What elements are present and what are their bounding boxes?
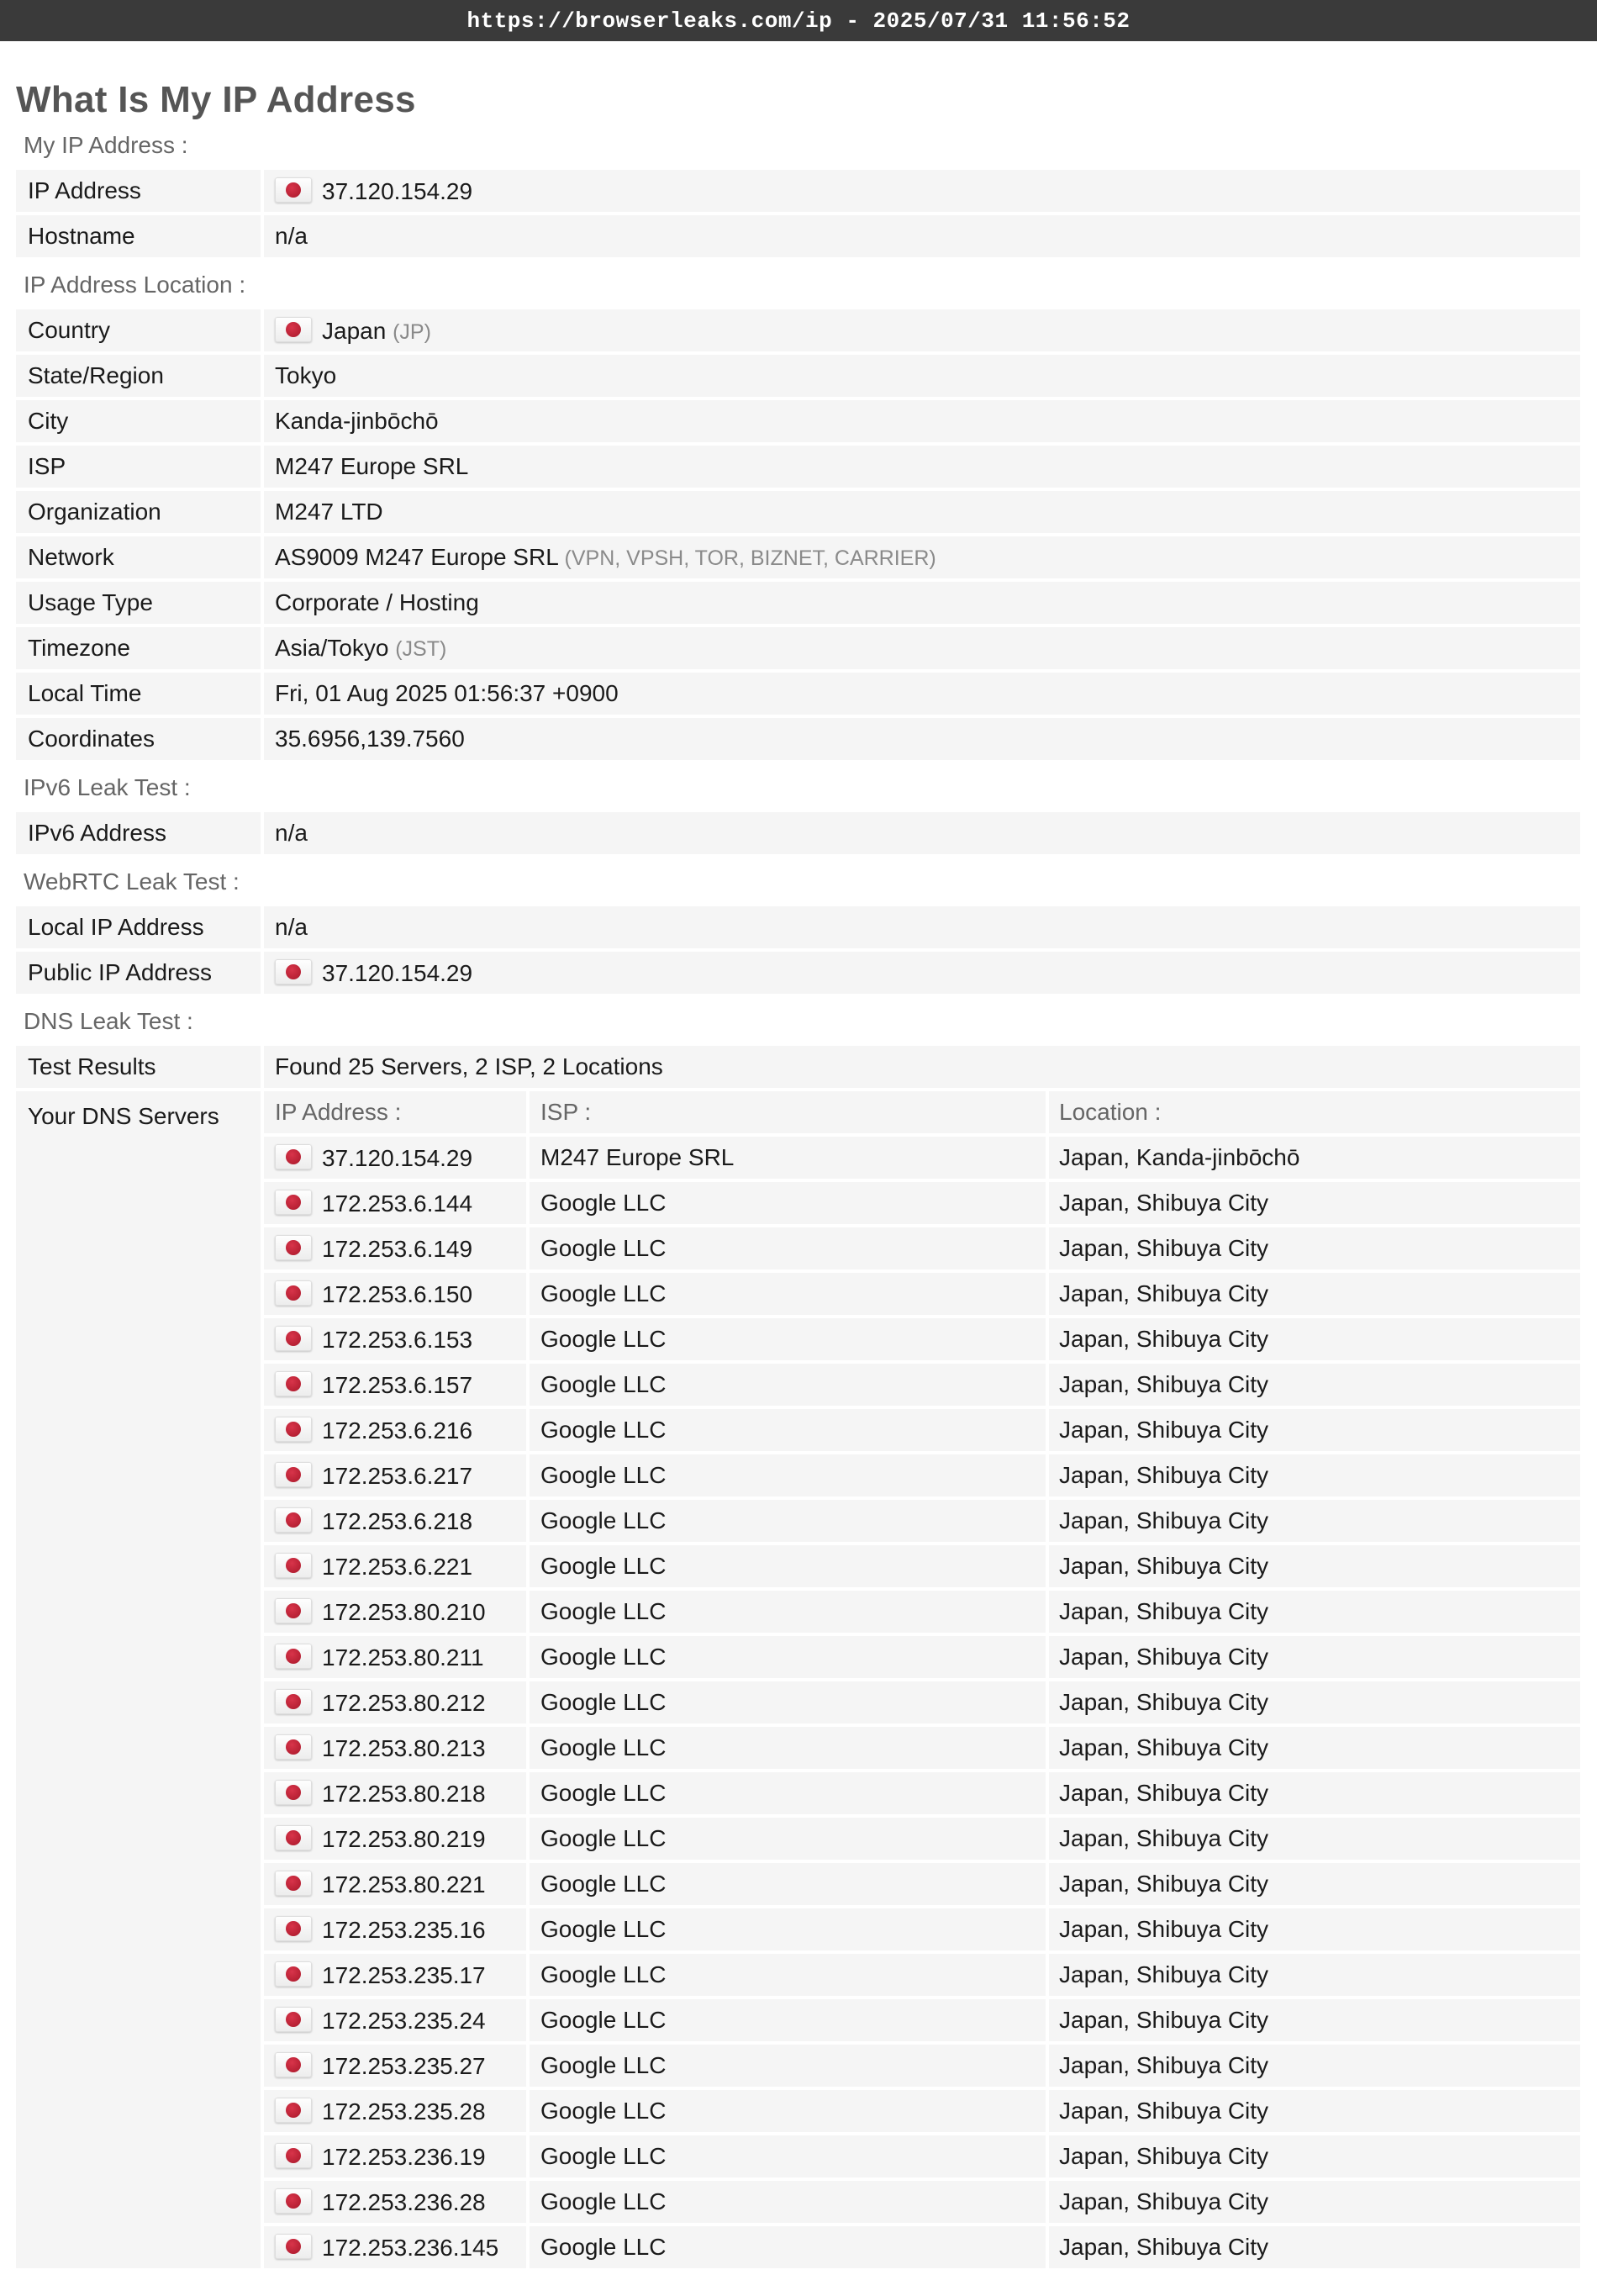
dns-ip: 172.253.6.150 <box>322 1280 473 1307</box>
dns-ip: 172.253.235.16 <box>322 1916 486 1943</box>
dns-ip: 172.253.80.213 <box>322 1734 486 1761</box>
japan-flag-icon <box>275 1553 312 1578</box>
dns-server-row <box>264 1182 1580 1227</box>
dns-isp: Google LLC <box>530 1227 1049 1273</box>
dns-server-row <box>264 2226 1580 2272</box>
row-value-cell <box>264 170 1580 215</box>
main-content <box>0 41 1597 2272</box>
dns-ip-cell <box>264 1772 530 1818</box>
row-value-cell <box>264 215 1580 261</box>
info-row-usage-type <box>16 582 1580 627</box>
sections-container <box>16 121 1580 997</box>
dns-ip: 172.253.80.221 <box>322 1871 486 1897</box>
dns-isp: Google LLC <box>530 1772 1049 1818</box>
dns-ip-cell <box>264 1318 530 1364</box>
dns-ip: 172.253.235.28 <box>322 2098 486 2124</box>
dns-ip-cell <box>264 2226 530 2272</box>
dns-ip: 37.120.154.29 <box>322 1144 473 1171</box>
japan-flag-icon <box>275 1507 312 1533</box>
dns-isp: Google LLC <box>530 1591 1049 1636</box>
dns-isp: Google LLC <box>530 1364 1049 1409</box>
row-value: n/a <box>275 914 308 940</box>
dns-isp: Google LLC <box>530 1727 1049 1772</box>
dns-location: Japan, Shibuya City <box>1049 1273 1580 1318</box>
japan-flag-icon <box>275 1326 312 1351</box>
dns-isp: Google LLC <box>530 1636 1049 1681</box>
dns-location: Japan, Shibuya City <box>1049 1409 1580 1454</box>
japan-flag-icon <box>275 2098 312 2123</box>
dns-server-row <box>264 1999 1580 2045</box>
dns-ip: 172.253.6.144 <box>322 1190 473 1217</box>
japan-flag-icon <box>275 1462 312 1487</box>
dns-server-row <box>264 1863 1580 1908</box>
dns-isp: Google LLC <box>530 1818 1049 1863</box>
info-row-public-ip-address <box>16 952 1580 997</box>
dns-ip-cell <box>264 1500 530 1545</box>
dns-server-row <box>264 2135 1580 2181</box>
row-value: Asia/Tokyo <box>275 635 389 661</box>
ipv6-table <box>16 812 1580 858</box>
dns-ip: 172.253.80.212 <box>322 1689 486 1716</box>
dns-server-row <box>264 1636 1580 1681</box>
japan-flag-icon <box>275 1689 312 1714</box>
dns-ip-cell <box>264 1454 530 1500</box>
dns-ip-cell <box>264 1818 530 1863</box>
dns-ip-cell <box>264 1863 530 1908</box>
dns-isp: Google LLC <box>530 1681 1049 1727</box>
dns-server-row <box>264 1500 1580 1545</box>
dns-server-row <box>264 2090 1580 2135</box>
row-value-cell <box>264 718 1580 763</box>
dns-isp: Google LLC <box>530 1182 1049 1227</box>
row-value: AS9009 M247 Europe SRL <box>275 544 558 570</box>
dns-ip-cell <box>264 1636 530 1681</box>
info-row-country <box>16 309 1580 355</box>
dns-ip-cell <box>264 1227 530 1273</box>
row-value-extra: (JST) <box>395 637 447 661</box>
japan-flag-icon <box>275 1598 312 1623</box>
row-value: Tokyo <box>275 362 337 388</box>
dns-ip-cell <box>264 1681 530 1727</box>
dns-server-row <box>264 1364 1580 1409</box>
japan-flag-icon <box>275 2007 312 2032</box>
row-value: Kanda-jinbōchō <box>275 408 439 434</box>
dns-location: Japan, Shibuya City <box>1049 1636 1580 1681</box>
dns-ip: 172.253.235.27 <box>322 2052 486 2079</box>
url-timestamp-bar <box>0 0 1597 41</box>
row-value-cell <box>264 627 1580 673</box>
dns-ip-cell <box>264 1273 530 1318</box>
dns-ip-cell <box>264 1908 530 1954</box>
page-title: What Is My IP Address <box>16 79 416 120</box>
row-label: IPv6 Address <box>16 812 264 858</box>
row-value: Japan <box>322 317 387 344</box>
dns-server-row <box>264 1318 1580 1364</box>
row-label: Local IP Address <box>16 906 264 952</box>
dns-server-row <box>264 2045 1580 2090</box>
info-row-dns-servers <box>16 1091 1580 2272</box>
row-value: 35.6956,139.7560 <box>275 726 465 752</box>
row-value: n/a <box>275 223 308 249</box>
dns-servers-cell <box>264 1091 1580 2272</box>
row-label: ISP <box>16 446 264 491</box>
dns-location: Japan, Shibuya City <box>1049 1863 1580 1908</box>
row-label: Local Time <box>16 673 264 718</box>
dns-ip: 172.253.6.157 <box>322 1371 473 1398</box>
info-row-ipv6-address <box>16 812 1580 858</box>
dns-location: Japan, Shibuya City <box>1049 1318 1580 1364</box>
dns-location: Japan, Shibuya City <box>1049 1908 1580 1954</box>
japan-flag-icon <box>275 1644 312 1669</box>
row-label: City <box>16 400 264 446</box>
dns-ip-cell <box>264 1591 530 1636</box>
row-value-cell <box>264 446 1580 491</box>
dns-ip: 172.253.80.211 <box>322 1644 484 1671</box>
dns-ip: 172.253.6.217 <box>322 1462 473 1489</box>
dns-ip: 172.253.235.17 <box>322 1961 486 1988</box>
japan-flag-icon <box>275 1871 312 1896</box>
dns-server-row <box>264 1545 1580 1591</box>
dns-isp: Google LLC <box>530 1409 1049 1454</box>
dns-location: Japan, Shibuya City <box>1049 1454 1580 1500</box>
dns-ip-cell <box>264 2045 530 2090</box>
dns-ip-cell <box>264 2135 530 2181</box>
dns-isp: Google LLC <box>530 2045 1049 2090</box>
dns-ip: 172.253.6.149 <box>322 1235 473 1262</box>
dns-location: Japan, Shibuya City <box>1049 1818 1580 1863</box>
row-label: Usage Type <box>16 582 264 627</box>
webrtc-table <box>16 906 1580 997</box>
dns-isp: Google LLC <box>530 2181 1049 2226</box>
row-value-cell <box>264 906 1580 952</box>
section-label-dns: DNS Leak Test : <box>24 1008 193 1034</box>
dns-ip-cell <box>264 1364 530 1409</box>
dns-server-row <box>264 1908 1580 1954</box>
japan-flag-icon <box>275 1916 312 1941</box>
dns-servers-body <box>264 1137 1580 2272</box>
row-value-cell <box>264 355 1580 400</box>
dns-ip-cell <box>264 2090 530 2135</box>
dns-ip: 172.253.236.145 <box>322 2234 499 2261</box>
dns-isp: Google LLC <box>530 2226 1049 2272</box>
dns-isp: Google LLC <box>530 2090 1049 2135</box>
dns-ip: 172.253.80.210 <box>322 1598 486 1625</box>
dns-ip: 172.253.235.24 <box>322 2007 486 2034</box>
dns-location: Japan, Shibuya City <box>1049 2045 1580 2090</box>
japan-flag-icon <box>275 1280 312 1306</box>
japan-flag-icon <box>275 2052 312 2077</box>
dns-isp: Google LLC <box>530 1454 1049 1500</box>
dns-server-row <box>264 1409 1580 1454</box>
section-label-ipv6: IPv6 Leak Test : <box>24 774 191 800</box>
dns-server-row <box>264 1681 1580 1727</box>
column-header-location: Location : <box>1049 1091 1580 1137</box>
row-value-cell <box>264 582 1580 627</box>
section-label-my-ip: My IP Address : <box>24 132 188 158</box>
dns-ip: 172.253.80.219 <box>322 1825 486 1852</box>
japan-flag-icon <box>275 177 312 203</box>
dns-server-row <box>264 1454 1580 1500</box>
dns-table <box>16 1046 1580 2272</box>
dns-location: Japan, Shibuya City <box>1049 1500 1580 1545</box>
dns-server-row <box>264 1591 1580 1636</box>
dns-isp: Google LLC <box>530 1954 1049 1999</box>
dns-isp: Google LLC <box>530 1545 1049 1591</box>
dns-ip: 172.253.80.218 <box>322 1780 486 1807</box>
location-table <box>16 309 1580 763</box>
info-row-local-time <box>16 673 1580 718</box>
japan-flag-icon <box>275 2188 312 2214</box>
japan-flag-icon <box>275 2234 312 2259</box>
dns-location: Japan, Shibuya City <box>1049 1182 1580 1227</box>
row-value-cell <box>264 952 1580 997</box>
row-label: Organization <box>16 491 264 536</box>
dns-server-row <box>264 1273 1580 1318</box>
row-value-cell <box>264 400 1580 446</box>
row-label: Timezone <box>16 627 264 673</box>
row-value-cell <box>264 812 1580 858</box>
dns-header-row <box>264 1091 1580 1137</box>
row-value: n/a <box>275 820 308 846</box>
dns-ip: 172.253.6.153 <box>322 1326 473 1353</box>
row-value-cell <box>264 309 1580 355</box>
info-row-state-region <box>16 355 1580 400</box>
dns-location: Japan, Shibuya City <box>1049 2135 1580 2181</box>
info-row-isp <box>16 446 1580 491</box>
japan-flag-icon <box>275 1235 312 1260</box>
dns-isp: Google LLC <box>530 1999 1049 2045</box>
dns-location: Japan, Shibuya City <box>1049 2181 1580 2226</box>
dns-server-row <box>264 1954 1580 1999</box>
japan-flag-icon <box>275 1825 312 1850</box>
japan-flag-icon <box>275 1961 312 1987</box>
japan-flag-icon <box>275 1144 312 1169</box>
info-row-coordinates <box>16 718 1580 763</box>
dns-ip-cell <box>264 1409 530 1454</box>
dns-ip-cell <box>264 2181 530 2226</box>
dns-servers-table <box>264 1091 1580 2272</box>
url-text: https://browserleaks.com/ip - 2025/07/31 11:56:52 <box>466 8 1131 34</box>
dns-location: Japan, Shibuya City <box>1049 1545 1580 1591</box>
dns-location: Japan, Shibuya City <box>1049 1681 1580 1727</box>
row-value-cell <box>264 673 1580 718</box>
row-value-cell <box>264 491 1580 536</box>
row-value-cell <box>264 536 1580 582</box>
row-value: 37.120.154.29 <box>322 959 473 986</box>
japan-flag-icon <box>275 2143 312 2168</box>
dns-location: Japan, Shibuya City <box>1049 1227 1580 1273</box>
row-value-extra: (VPN, VPSH, TOR, BIZNET, CARRIER) <box>564 546 936 570</box>
row-value: M247 LTD <box>275 499 383 525</box>
dns-location: Japan, Kanda-jinbōchō <box>1049 1137 1580 1182</box>
section-label-webrtc: WebRTC Leak Test : <box>24 868 240 895</box>
dns-location: Japan, Shibuya City <box>1049 2090 1580 2135</box>
dns-location: Japan, Shibuya City <box>1049 1727 1580 1772</box>
row-label: Hostname <box>16 215 264 261</box>
row-value: Fri, 01 Aug 2025 01:56:37 +0900 <box>275 680 619 706</box>
column-header-isp: ISP : <box>530 1091 1049 1137</box>
dns-server-row <box>264 1227 1580 1273</box>
dns-ip-cell <box>264 1954 530 1999</box>
row-label: Country <box>16 309 264 355</box>
dns-ip-cell <box>264 1727 530 1772</box>
info-row-hostname <box>16 215 1580 261</box>
japan-flag-icon <box>275 1371 312 1396</box>
dns-location: Japan, Shibuya City <box>1049 1364 1580 1409</box>
dns-ip-cell <box>264 1999 530 2045</box>
dns-isp: Google LLC <box>530 1863 1049 1908</box>
dns-isp: Google LLC <box>530 1273 1049 1318</box>
dns-isp: Google LLC <box>530 2135 1049 2181</box>
row-value-extra: (JP) <box>393 319 431 344</box>
dns-ip-cell <box>264 1545 530 1591</box>
row-label: Your DNS Servers <box>16 1091 264 2272</box>
info-row-timezone <box>16 627 1580 673</box>
my-ip-table <box>16 170 1580 261</box>
dns-isp: Google LLC <box>530 1318 1049 1364</box>
row-value: M247 Europe SRL <box>275 453 469 479</box>
dns-server-row <box>264 1818 1580 1863</box>
japan-flag-icon <box>275 1780 312 1805</box>
info-row-network <box>16 536 1580 582</box>
dns-server-row <box>264 1727 1580 1772</box>
row-label: Coordinates <box>16 718 264 763</box>
dns-server-row <box>264 2181 1580 2226</box>
japan-flag-icon <box>275 1417 312 1442</box>
dns-location: Japan, Shibuya City <box>1049 1954 1580 1999</box>
dns-location: Japan, Shibuya City <box>1049 1772 1580 1818</box>
dns-server-row <box>264 1772 1580 1818</box>
info-row-organization <box>16 491 1580 536</box>
japan-flag-icon <box>275 959 312 984</box>
dns-location: Japan, Shibuya City <box>1049 1999 1580 2045</box>
dns-ip: 172.253.236.28 <box>322 2188 486 2215</box>
row-value: 37.120.154.29 <box>322 177 473 204</box>
row-label: Test Results <box>16 1046 264 1091</box>
dns-isp: Google LLC <box>530 1908 1049 1954</box>
dns-server-row <box>264 1137 1580 1182</box>
column-header-ip: IP Address : <box>264 1091 530 1137</box>
info-row-local-ip-address <box>16 906 1580 952</box>
dns-isp: Google LLC <box>530 1500 1049 1545</box>
info-row-test-results <box>16 1046 1580 1091</box>
dns-ip-cell <box>264 1182 530 1227</box>
dns-isp: M247 Europe SRL <box>530 1137 1049 1182</box>
row-label: IP Address <box>16 170 264 215</box>
dns-ip: 172.253.236.19 <box>322 2143 486 2170</box>
section-label-location: IP Address Location : <box>24 272 246 298</box>
row-label: Public IP Address <box>16 952 264 997</box>
dns-location: Japan, Shibuya City <box>1049 1591 1580 1636</box>
row-value: Corporate / Hosting <box>275 589 479 615</box>
info-row-city <box>16 400 1580 446</box>
dns-ip: 172.253.6.216 <box>322 1417 473 1444</box>
dns-ip: 172.253.6.221 <box>322 1553 473 1580</box>
dns-ip-cell <box>264 1137 530 1182</box>
row-label: State/Region <box>16 355 264 400</box>
japan-flag-icon <box>275 1190 312 1215</box>
row-label: Network <box>16 536 264 582</box>
japan-flag-icon <box>275 317 312 342</box>
dns-location: Japan, Shibuya City <box>1049 2226 1580 2272</box>
japan-flag-icon <box>275 1734 312 1760</box>
row-value: Found 25 Servers, 2 ISP, 2 Locations <box>264 1046 1580 1091</box>
dns-ip: 172.253.6.218 <box>322 1507 473 1534</box>
info-row-ip-address <box>16 170 1580 215</box>
